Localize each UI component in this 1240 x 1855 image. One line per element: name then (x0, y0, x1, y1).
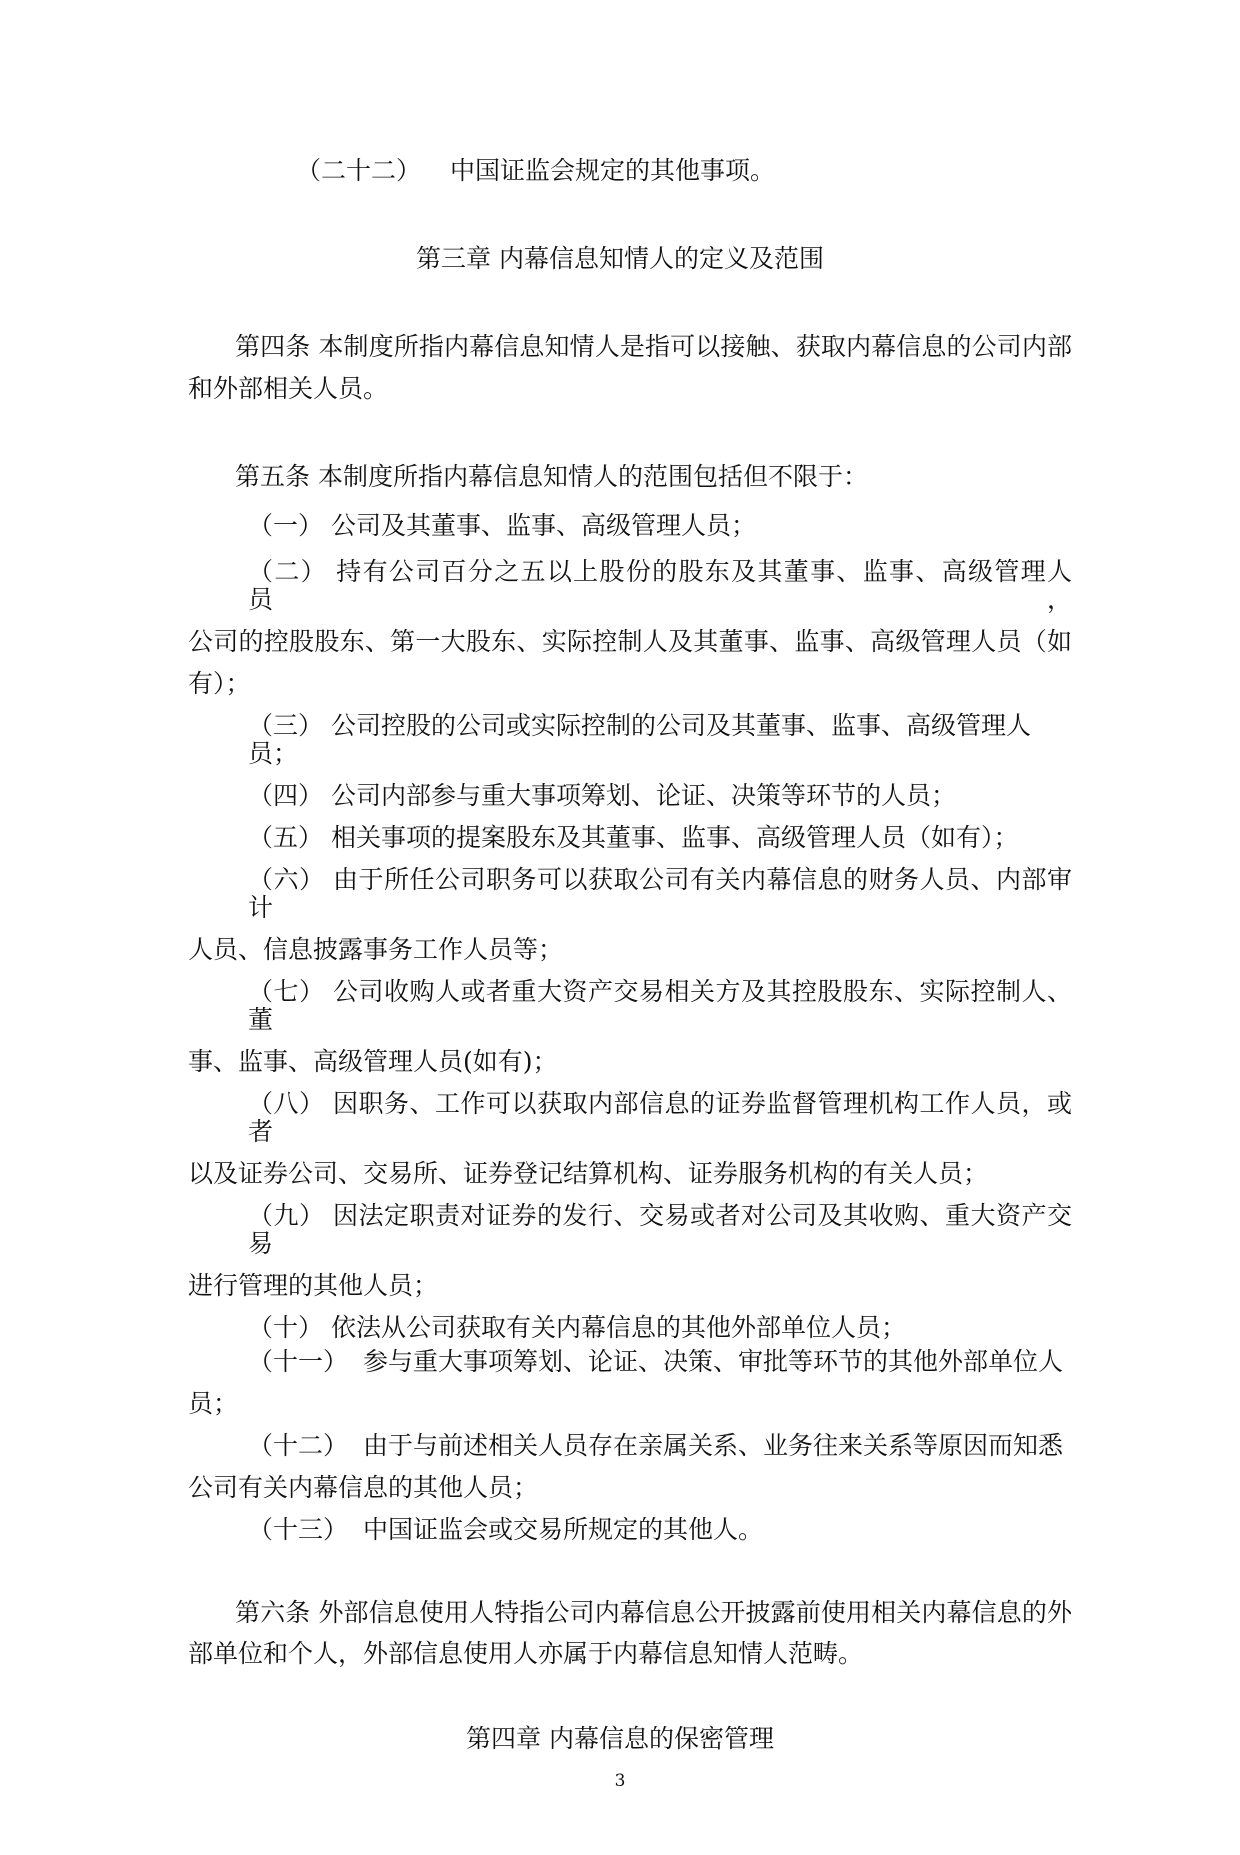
item-text: 公司收购人或者重大资产交易相关方及其控股股东、实际控制人、董 (248, 977, 1072, 1034)
chapter-4-title: 第四章 内幕信息的保密管理 (466, 1724, 774, 1753)
item-text: 公司及其董事、监事、高级管理人员； (330, 511, 756, 540)
item-label: （三） (248, 711, 324, 740)
list-item-8 (188, 1090, 1072, 1146)
item-text: 因职务、工作可以获取内部信息的证券监督管理机构工作人员，或者 (248, 1089, 1072, 1146)
item-text: 由于与前述相关人员存在亲属关系、业务往来关系等原因而知悉 (363, 1431, 1064, 1460)
item-text: 公司内部参与重大事项筹划、论证、决策等环节的人员； (330, 781, 956, 810)
chapter-3-title: 第三章 内幕信息知情人的定义及范围 (416, 244, 824, 273)
item-label: （十三） (248, 1515, 349, 1544)
item-label: （二） (248, 557, 327, 586)
list-item-7 (188, 978, 1072, 1034)
article-5-intro: 第五条 本制度所指内幕信息知情人的范围包括但不限于： (235, 462, 868, 491)
item-label: （十） (248, 1313, 324, 1342)
item-text: 因法定职责对证券的发行、交易或者对公司及其收购、重大资产交易 (248, 1201, 1072, 1258)
list-item-11 (188, 1348, 1072, 1376)
list-item-2-cont: 公司的控股股东、第一大股东、实际控制人及其董事、监事、高级管理人员（如 (188, 627, 1072, 656)
list-item-4 (188, 782, 1072, 810)
item-label: （五） (248, 823, 324, 852)
list-item-6-cont: 人员、信息披露事务工作人员等； (188, 935, 564, 964)
list-item-3 (188, 712, 1072, 768)
list-item-5 (188, 824, 1072, 852)
list-item-6 (188, 866, 1072, 922)
list-item-7-cont: 事、监事、高级管理人员(如有)； (188, 1047, 558, 1076)
item-text: 持有公司百分之五以上股份的股东及其董事、监事、高级管理人员， (248, 557, 1072, 614)
item-label: （十二） (248, 1431, 349, 1460)
item-label: （九） (248, 1201, 325, 1230)
item-22 (188, 157, 1072, 185)
item-label: （一） (248, 511, 324, 540)
list-item-12-cont: 公司有关内幕信息的其他人员； (188, 1473, 539, 1502)
list-item-9-cont: 进行管理的其他人员； (188, 1271, 439, 1300)
list-item-10 (188, 1314, 1072, 1342)
item-text: 参与重大事项筹划、论证、决策、审批等环节的其他外部单位人 (363, 1347, 1064, 1376)
item-label: （七） (248, 977, 325, 1006)
item-text: 中国证监会或交易所规定的其他人。 (363, 1515, 764, 1544)
article-4-line-1: 第四条 本制度所指内幕信息知情人是指可以接触、获取内幕信息的公司内部 (235, 332, 1072, 361)
article-4-line-2: 和外部相关人员。 (188, 374, 389, 403)
item-label: （四） (248, 781, 324, 810)
article-6-line-2: 部单位和个人，外部信息使用人亦属于内幕信息知情人范畴。 (188, 1639, 864, 1668)
list-item-1 (188, 512, 1072, 540)
item-text: 相关事项的提案股东及其董事、监事、高级管理人员（如有）； (330, 823, 1019, 852)
list-item-13 (188, 1516, 1072, 1544)
list-item-2 (188, 558, 1072, 614)
item-text: 中国证监会规定的其他事项。 (450, 156, 776, 185)
item-label: （二十二） (296, 156, 422, 185)
item-text: 依法从公司获取有关内幕信息的其他外部单位人员； (330, 1313, 906, 1342)
item-text: 由于所任公司职务可以获取公司有关内幕信息的财务人员、内部审计 (248, 865, 1072, 922)
list-item-8-cont: 以及证券公司、交易所、证券登记结算机构、证券服务机构的有关人员； (188, 1159, 989, 1188)
item-text: 公司控股的公司或实际控制的公司及其董事、监事、高级管理人员； (248, 711, 1031, 768)
list-item-12 (188, 1432, 1072, 1460)
page-number: 3 (614, 1771, 626, 1791)
list-item-2-cont: 有）； (188, 669, 251, 698)
list-item-9 (188, 1202, 1072, 1258)
item-label: （八） (248, 1089, 325, 1118)
article-6-line-1: 第六条 外部信息使用人特指公司内幕信息公开披露前使用相关内幕信息的外 (235, 1598, 1072, 1627)
item-label: （六） (248, 865, 325, 894)
item-label: （十一） (248, 1347, 349, 1376)
list-item-11-cont: 员； (188, 1389, 239, 1418)
